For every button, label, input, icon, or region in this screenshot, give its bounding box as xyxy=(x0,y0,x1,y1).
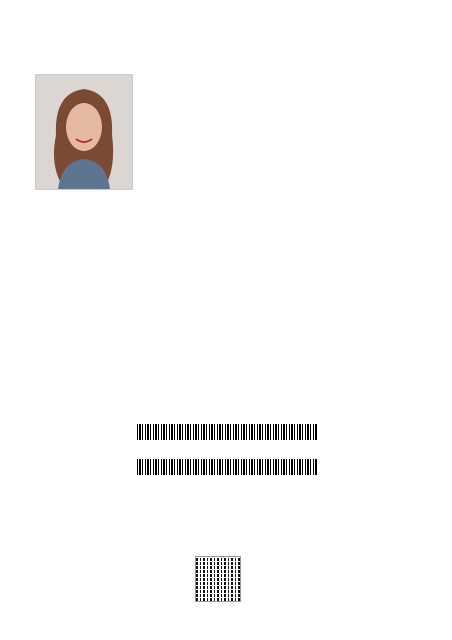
application-number-barcode xyxy=(137,459,317,475)
holder-photo xyxy=(35,74,133,190)
qr-code[interactable] xyxy=(195,556,241,602)
portrait-image xyxy=(36,75,132,189)
visa-number-barcode xyxy=(137,424,317,440)
